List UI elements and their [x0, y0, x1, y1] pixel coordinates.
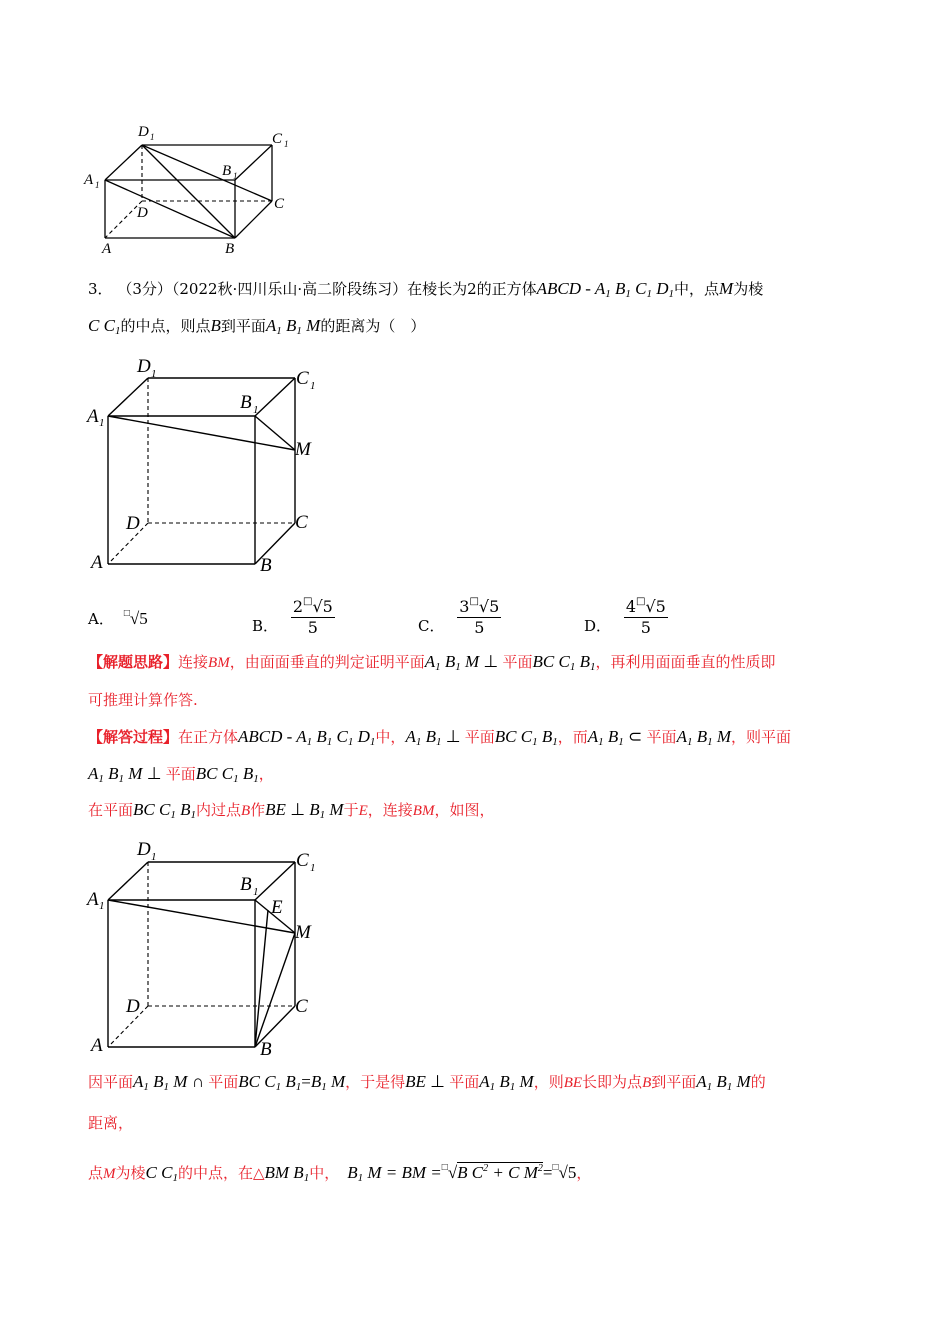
svg-text:B: B: [240, 874, 252, 895]
question-score: （3分）: [117, 280, 172, 298]
svg-text:1: 1: [253, 886, 259, 898]
solution-idea-line-2: 可推理计算作答.: [88, 691, 198, 709]
svg-text:A: A: [91, 1035, 103, 1056]
figure-box-diagram: [80, 118, 310, 260]
conclusion-line-1: 因平面$A_1$ $B_1$ M ∩ 平面BC $C_1$ $B_1=B_1$ M，于是得BE ⊥ 平面$A_1$ $B_1$ M，则BE长即为点B到平面$A_1$ $B_1$ M的: [88, 1072, 766, 1093]
svg-text:1: 1: [310, 380, 316, 392]
svg-text:A: A: [87, 889, 99, 910]
solution-idea-line-1: 【解题思路】连接BM，由面面垂直的判定证明平面$A_1$ $B_1$ M ⊥ 平面BC $C_1$ $B_1$，再利用面面垂直的性质即: [88, 652, 776, 673]
label-A1: A: [84, 172, 94, 188]
conclusion-line-3: 点M为棱C $C_1$的中点，在△BM $B_1$中， $B_1$ M = BM =□√B $C^2 + C$ $M^2=^□√5$，: [88, 1162, 592, 1184]
svg-text:A: A: [87, 406, 99, 427]
option-C[interactable]: C． $\frac{3^□√5}{5}$: [418, 592, 501, 638]
label-C1: C: [272, 131, 283, 147]
figure-cube-M: [85, 352, 325, 580]
svg-text:B: B: [240, 392, 252, 413]
svg-text:D: D: [126, 513, 140, 534]
cube-name: ABCD - $A_1$ $B_1$ $C_1$ $D_1$: [536, 279, 675, 300]
svg-text:1: 1: [150, 132, 155, 142]
svg-text:D: D: [137, 356, 151, 377]
label-B: B: [225, 241, 235, 257]
option-B[interactable]: B． $\frac{2^□√5}{5}$: [252, 592, 335, 638]
svg-text:A: A: [91, 552, 103, 573]
svg-text:M: M: [295, 439, 311, 460]
svg-text:C: C: [295, 512, 308, 533]
svg-text:C: C: [295, 996, 308, 1017]
solution-process-line-1: 【解答过程】在正方体ABCD - $A_1$ $B_1$ $C_1$ $D_1$中，$A_1$ $B_1$ ⊥ 平面BC $C_1$ $B_1$，而$A_1$ $B_1$ ⊂ 平面$A_1$ $B_1$ M，则平面: [88, 727, 792, 748]
label-C: C: [274, 196, 285, 212]
question-number: 3．: [88, 280, 113, 298]
label-D: D: [137, 205, 148, 221]
label-D1: D: [138, 124, 149, 140]
svg-text:1: 1: [253, 404, 259, 416]
option-D[interactable]: D． $\frac{4^□√5}{5}$: [584, 592, 668, 638]
label-A: A: [102, 241, 112, 257]
svg-text:1: 1: [310, 862, 316, 874]
svg-text:B: B: [260, 1039, 272, 1060]
svg-text:D: D: [126, 996, 140, 1017]
svg-text:1: 1: [233, 171, 238, 181]
process-tag: 【解答过程】: [88, 728, 179, 746]
svg-text:1: 1: [99, 417, 105, 429]
svg-text:E: E: [271, 897, 283, 918]
question-line-1: 3． （3分）（2022秋·四川乐山·高二阶段练习）在棱长为2的正方体ABCD - $A_1$ $B_1$ $C_1$ $D_1$中，点M为棱: [88, 279, 764, 300]
question-line-2: C $C_1$的中点，则点B到平面$A_1$ $B_1$ M的距离为（ ）: [88, 316, 426, 337]
option-A[interactable]: A． □√5: [88, 608, 148, 628]
solution-process-line-3: 在平面BC $C_1$ $B_1$内过点B作BE ⊥ $B_1$ M于E，连接BM，如图，: [88, 800, 495, 821]
svg-text:1: 1: [99, 900, 105, 912]
svg-text:D: D: [137, 839, 151, 860]
svg-text:B: B: [260, 555, 272, 576]
svg-text:1: 1: [284, 139, 289, 149]
svg-text:M: M: [295, 922, 311, 943]
solution-process-line-2: $A_1$ $B_1$ M ⊥ 平面BC $C_1$ $B_1$，: [88, 764, 274, 785]
label-B1: B: [222, 163, 232, 179]
svg-text:1: 1: [95, 180, 100, 190]
svg-text:1: 1: [151, 851, 157, 863]
idea-tag: 【解题思路】: [88, 653, 179, 671]
conclusion-line-2: 距离，: [88, 1114, 134, 1132]
question-source: （2022秋·四川乐山·高二阶段练习）: [171, 280, 408, 298]
svg-text:1: 1: [151, 368, 157, 380]
figure-cube-E-M: [85, 834, 325, 1064]
svg-text:C: C: [296, 368, 309, 389]
svg-text:C: C: [296, 850, 309, 871]
